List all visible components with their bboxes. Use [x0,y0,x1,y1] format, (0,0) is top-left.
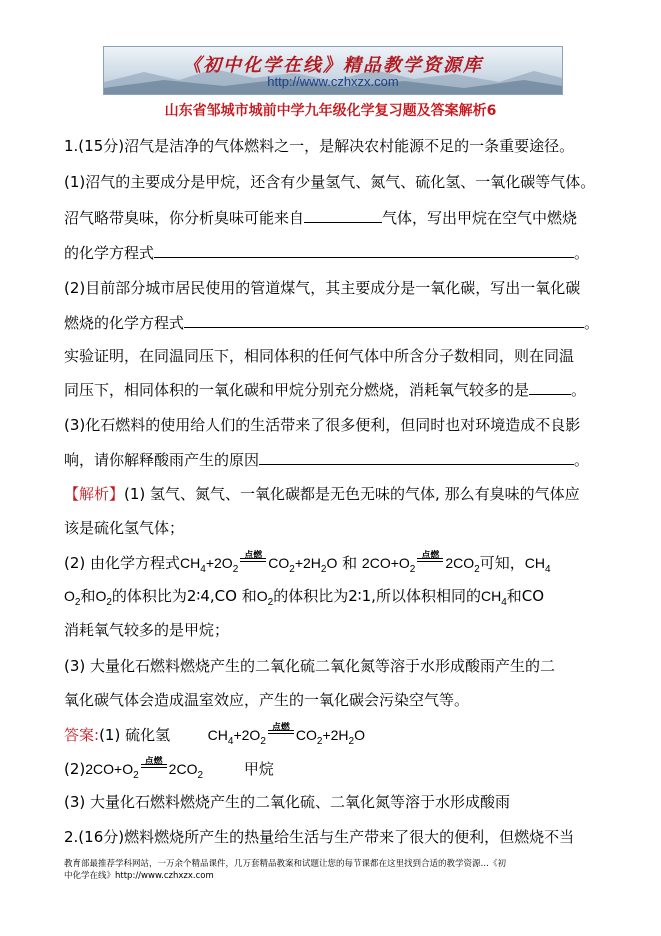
document-title: 山东省邹城市城前中学九年级化学复习题及答案解析6 [164,103,497,119]
q1-line-9: (3)化石燃料的使用给人们的生活带来了很多便利，但同时也对环境造成不良影 [64,416,581,434]
analysis-line-1: 【解析】(1) 氢气、氮气、一氧化碳都是无色无味的气体, 那么有臭味的气体应 [64,485,580,503]
answer-equation-co: $2CO+O_2$ 点燃 $2CO_2$ [85,756,204,781]
ignition-arrow: 点燃 [239,552,267,568]
analysis-tag: 【解析】 [64,485,125,503]
footer-line-2: 中化学在线》http://www.czhxzx.com [64,871,214,881]
ignition-arrow: 点燃 [140,758,168,774]
ignition-arrow: 点燃 [416,552,444,568]
answer-tag: 答案: [64,726,100,744]
q1-line-2: (1)沼气的主要成分是甲烷，还含有少量氢气、氮气、硫化氢、一氧化碳等气体。 [64,173,596,191]
answer-equation-methane: $CH_4+2O_2$ 点燃 $CO_2+2H_2O$ [207,722,365,747]
answer-blank-more-oxygen[interactable] [529,380,571,395]
equation-co: $2CO+O_2$ 点燃 $2CO_2$ [361,550,480,575]
q1-line-8: 同压下，相同体积的一氧化碳和甲烷分别充分燃烧，消耗氧气较多的是 。 [64,381,587,399]
answer-blank-odor-gas[interactable] [304,208,382,223]
q1-line-4: 的化学方程式 。 [64,244,590,262]
answer-line-2: $(2)2CO+O_2$ 点燃 $2CO_2$ 甲烷 [64,756,274,781]
answer-blank-methane-equation[interactable] [154,243,574,258]
q2-line-1: 2.(16分)燃料燃烧所产生的热量给生活与生产带来了很大的便利，但燃烧不当 [64,828,575,846]
q1-line-10: 响，请你解释酸雨产生的原因 。 [64,451,590,469]
q1-line-7: 实验证明，在同温同压下，相同体积的任何气体中所含分子数相同，则在同温 [64,347,575,365]
q1-line-5: (2)目前部分城市居民使用的管道煤气，其主要成分是一氧化碳，写出一氧化碳 [64,279,581,297]
analysis-line-4: $O_2$和$O_2$的体积比为2∶4,CO 和$O_2$的体积比为2∶1,所以体积相同的$CH_4$和CO [64,587,545,608]
analysis-line-5: 消耗氧气较多的是甲烷； [64,621,230,639]
answer-blank-acid-rain[interactable] [259,450,574,465]
ignition-arrow: 点燃 [267,724,295,740]
analysis-line-2: 该是硫化氢气体； [64,519,185,537]
analysis-line-6: (3) 大量化石燃料燃烧产生的二氧化硫二氧化氮等溶于水形成酸雨产生的二 [64,657,556,675]
answer-line-1: 答案:(1) 硫化氢 $CH_4+2O_2$ 点燃 $CO_2+2H_2O$ [64,722,365,747]
analysis-line-7: 氧化碳气体会造成温室效应，产生的一氧化碳会污染空气等。 [64,691,470,709]
analysis-line-3: (2) 由化学方程式$CH_4+2O_2$ 点燃 $CO_2+2H_2O$ 和 $2CO+O_2$ 点燃 $2CO_2$可知，$CH_4$ [64,550,551,575]
q1-line-6: 燃烧的化学方程式 。 [64,314,600,332]
equation-methane: $CH_4+2O_2$ 点燃 $CO_2+2H_2O$ [180,550,338,575]
q1-line-3: 沼气略带臭味，你分析臭味可能来自 气体，写出甲烷在空气中燃烧 [64,209,578,227]
site-banner [103,46,563,95]
answer-blank-co-equation[interactable] [184,313,584,328]
answer-line-3: (3) 大量化石燃料燃烧产生的二氧化硫、二氧化氮等溶于水形成酸雨 [64,793,511,811]
banner-url[interactable]: http://www.czhxzx.com [267,74,399,89]
footer-line-1: 教育部最推荐学科网站，一万余个精品课件，几万套精品教案和试题让您的每节课都在这里找到合适的教学资源…《初 [64,859,507,869]
q1-line-1: 1.(15分)沼气是洁净的气体燃料之一，是解决农村能源不足的一条重要途径。 [64,137,575,155]
banner-title: 《初中化学在线》精品教学资源库 [183,55,483,76]
